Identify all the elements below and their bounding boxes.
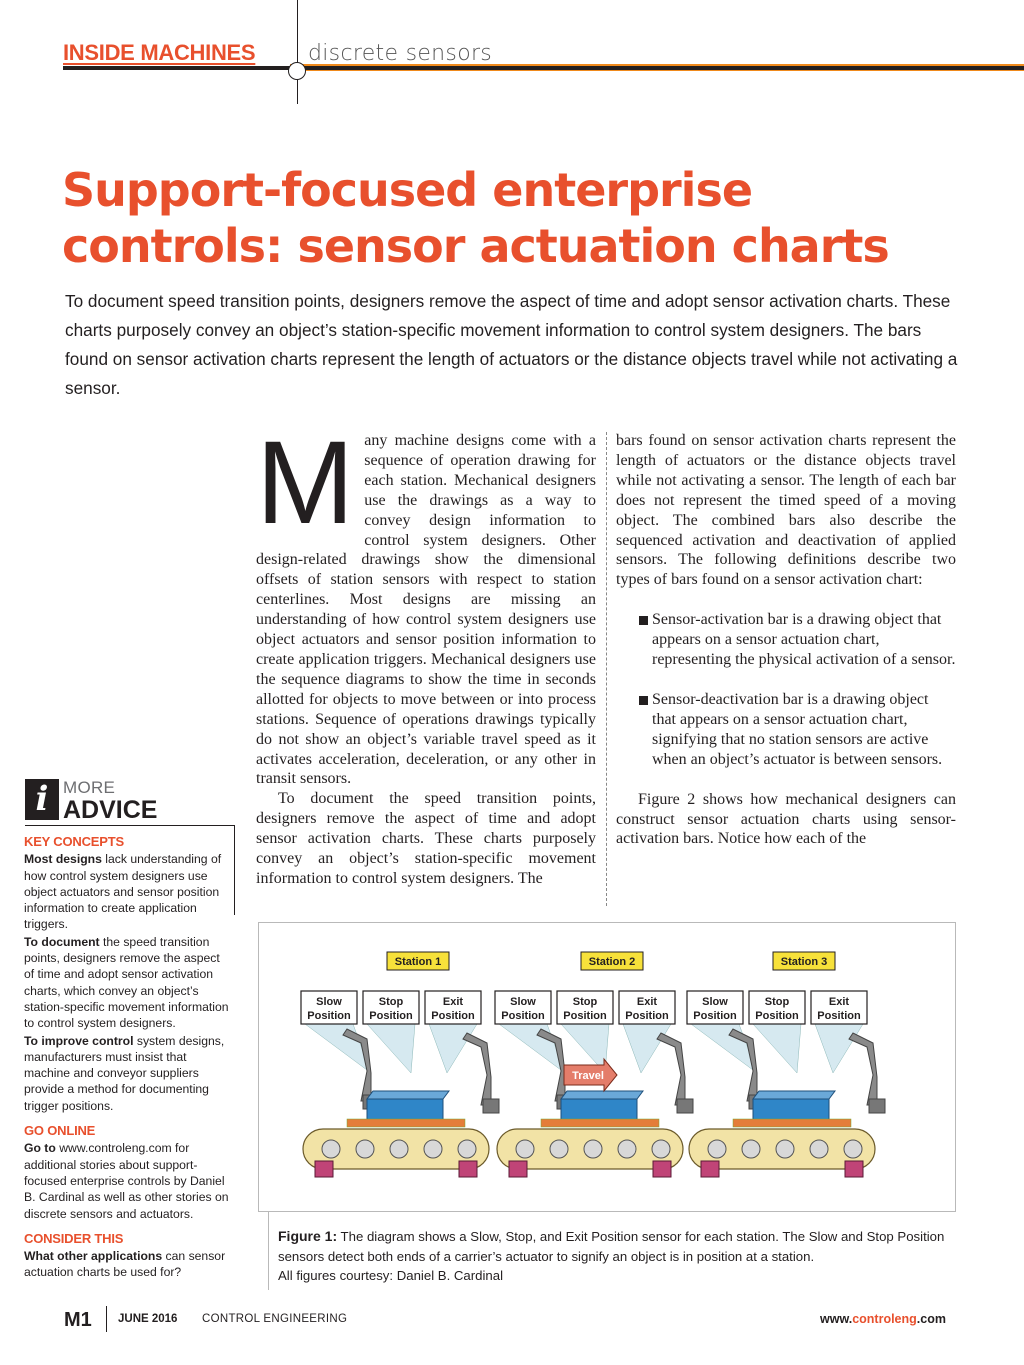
header-subsection: discrete sensors [308, 41, 493, 66]
sensor-label-line: Position [307, 1010, 351, 1022]
conveyor-gear-icon [550, 1140, 568, 1158]
sensor-beam [305, 1024, 371, 1073]
conveyor-gear-icon [584, 1140, 602, 1158]
sidebar-more-label: MORE [63, 778, 116, 797]
sensor-beam [499, 1024, 565, 1073]
robot-base [483, 1099, 499, 1113]
conveyor-gear-icon [516, 1140, 534, 1158]
carrier-box-top [367, 1091, 449, 1099]
conveyor-gear-icon [708, 1140, 726, 1158]
station-label: Station 2 [588, 956, 636, 968]
robot-arm [849, 1033, 877, 1105]
bullet-square-icon [639, 616, 648, 625]
conveyor-gear-icon [322, 1140, 340, 1158]
sensor-beam [623, 1024, 671, 1073]
conveyor-gear-icon [776, 1140, 794, 1158]
column-divider [606, 432, 607, 906]
carrier-actuator [541, 1119, 659, 1127]
bullet-item: Sensor-activation bar is a drawing object that appears on a sensor actuation chart, representing the physical activation of a sensor. [616, 610, 956, 670]
sensor-label-line: Position [563, 1010, 607, 1022]
sidebar-item: Go to www.controleng.com for additional stories about support-focused enterprise controls by Daniel B. Cardinal as well as other stories on discrete sensors and actuators. [24, 1141, 229, 1221]
article-title: Support-focused enterprise controls: sensor actuation charts [62, 163, 889, 273]
sensor-label-line: Exit [636, 996, 658, 1008]
sidebar-item: Most designs lack understanding of how control system designers use object actuators and sensor position information to create application triggers. [24, 852, 222, 932]
figure-credit: All figures courtesy: Daniel B. Cardinal [278, 1268, 504, 1283]
sensor-beam [753, 1024, 801, 1073]
figure-caption-label: Figure 1: [278, 1228, 338, 1244]
robot-base [677, 1099, 693, 1113]
conveyor-gear-icon [356, 1140, 374, 1158]
station-sensor-diagram [259, 923, 955, 1211]
conveyor-leg [315, 1161, 333, 1177]
body-column-2 [616, 431, 956, 849]
sensor-label-line: Slow [316, 996, 342, 1008]
sensor-label-line: Slow [510, 996, 536, 1008]
sensor-label-line: Position [431, 1010, 475, 1022]
carrier-box-top [753, 1091, 835, 1099]
conveyor-gear-icon [424, 1140, 442, 1158]
carrier-box-top [561, 1091, 643, 1099]
sensor-label-line: Position [369, 1010, 413, 1022]
conveyor-gear-icon [810, 1140, 828, 1158]
conveyor-gear-icon [652, 1140, 670, 1158]
sensor-label-line: Stop [378, 996, 404, 1008]
travel-label: Travel [572, 1070, 604, 1082]
sensor-label-line: Position [625, 1010, 669, 1022]
footer-separator [106, 1306, 107, 1332]
carrier-actuator [733, 1119, 851, 1127]
robot-arm [657, 1033, 685, 1105]
sensor-label-line: Slow [702, 996, 728, 1008]
body-paragraph-3: Figure 2 shows how mechanical designers can construct sensor actuation charts using sensor-activation bars. Notice how each of the [616, 790, 956, 848]
conveyor-leg [845, 1161, 863, 1177]
sidebar-more-advice [24, 834, 229, 1281]
sensor-label-line: Position [755, 1010, 799, 1022]
info-icon: i [25, 779, 59, 820]
conveyor-leg [459, 1161, 477, 1177]
robot-arm [463, 1033, 491, 1105]
sensor-label-line: Position [817, 1010, 861, 1022]
sensor-label-line: Exit [828, 996, 850, 1008]
robot-base [869, 1099, 885, 1113]
conveyor-leg [653, 1161, 671, 1177]
sensor-beam [691, 1024, 757, 1073]
conveyor-gear-icon [844, 1140, 862, 1158]
sidebar-advice-label: ADVICE [63, 796, 158, 824]
sidebar-item: To improve control system designs, manufacturers must insist that machine and conveyor suppliers provide a method for documenting trigger positions. [24, 1033, 225, 1113]
body-paragraph-2a: To document the speed transition points, designers remove the aspect of time and adopt sensor activation charts. These charts purposely convey an object’s station-specific movement information to control system designers. The [256, 790, 596, 887]
sensor-label-line: Exit [442, 996, 464, 1008]
conveyor-leg [701, 1161, 719, 1177]
header-registration-mark [288, 62, 306, 80]
sensor-label-line: Stop [572, 996, 598, 1008]
conveyor-leg [509, 1161, 527, 1177]
figure-caption-text: The diagram shows a Slow, Stop, and Exit Position sensor for each station. The Slow and Stop Position sensors detect both ends of a carrier’s actuator to signify an object is in position at a station. [278, 1229, 945, 1264]
figure-caption [278, 1227, 968, 1286]
conveyor-gear-icon [458, 1140, 476, 1158]
sensor-label-line: Stop [764, 996, 790, 1008]
sidebar-heading-consider-this: CONSIDER THIS [24, 1230, 124, 1246]
sidebar-heading-key-concepts: KEY CONCEPTS [24, 834, 124, 849]
conveyor-gear-icon [618, 1140, 636, 1158]
body-paragraph-1: any machine designs come with a sequence of operation drawing for each station. Mechanical designers use the drawings as a way to convey design information to control system designers. Other design-related drawings show the dimensional offsets of station sensors with respect to station centerlines. Most designs are missing an understanding of how control system designers use object actuators and sensor position information to create application triggers. Mechanical designers use the sequence diagrams to show the time in seconds allotted for objects to move between or into process stations. Sequence of operations drawings typically do not show an object’s variable travel speed as it activates acceleration, deceleration, or any other in transit sensors. [256, 432, 596, 788]
publication-name: CONTROL ENGINEERING [202, 1313, 348, 1325]
sidebar-heading-go-online: GO ONLINE [24, 1123, 96, 1139]
sidebar-item: What other applications can sensor actuation charts be used for? [24, 1249, 226, 1280]
station-label: Station 1 [394, 956, 442, 968]
figure-caption-rule [268, 1212, 269, 1290]
website-link[interactable]: www.controleng.com [820, 1312, 946, 1326]
sensor-beam [429, 1024, 477, 1073]
header-vertical-rule [297, 0, 298, 104]
station-label: Station 3 [780, 956, 828, 968]
body-paragraph-2: bars found on sensor activation charts represent the length of actuators or the distance objects travel while not activating a sensor. The length of each bar does not represent the timed speed of a moving object. The combined bars also describe the sequenced activation and deactivation of applied sensors. The following definitions describe two types of bars found on a sensor activation chart: [616, 432, 956, 589]
conveyor-gear-icon [742, 1140, 760, 1158]
issue-date: JUNE 2016 [118, 1313, 178, 1325]
sensor-beam [815, 1024, 863, 1073]
conveyor-gear-icon [390, 1140, 408, 1158]
sensor-label-line: Position [693, 1010, 737, 1022]
sidebar-item: To document the speed transition points, designers remove the aspect of time and adopt sensor activation charts, which convey an object’s station-specific movement information to control system designers. [24, 934, 229, 1031]
sensor-label-line: Position [501, 1010, 545, 1022]
header-section-title: INSIDE MACHINES [63, 40, 256, 65]
article-deck: To document speed transition points, designers remove the aspect of time and adopt sensor activation charts. These charts purposely convey an object’s station-specific movement information to control system designers. The bars found on sensor activation charts represent the length of actuators or the distance objects travel while not activating a sensor. [65, 291, 958, 398]
page-number: M1 [64, 1309, 92, 1331]
sensor-beam [367, 1024, 415, 1073]
header-black-rule [63, 66, 1024, 70]
bullet-square-icon [639, 696, 648, 705]
drop-cap: M [256, 417, 355, 549]
bullet-item: Sensor-deactivation bar is a drawing object that appears on a sensor actuation chart, signifying that no station sensors are active when an object’s actuator is between sensors. [616, 690, 956, 770]
body-column-1 [256, 417, 596, 889]
carrier-actuator [347, 1119, 465, 1127]
